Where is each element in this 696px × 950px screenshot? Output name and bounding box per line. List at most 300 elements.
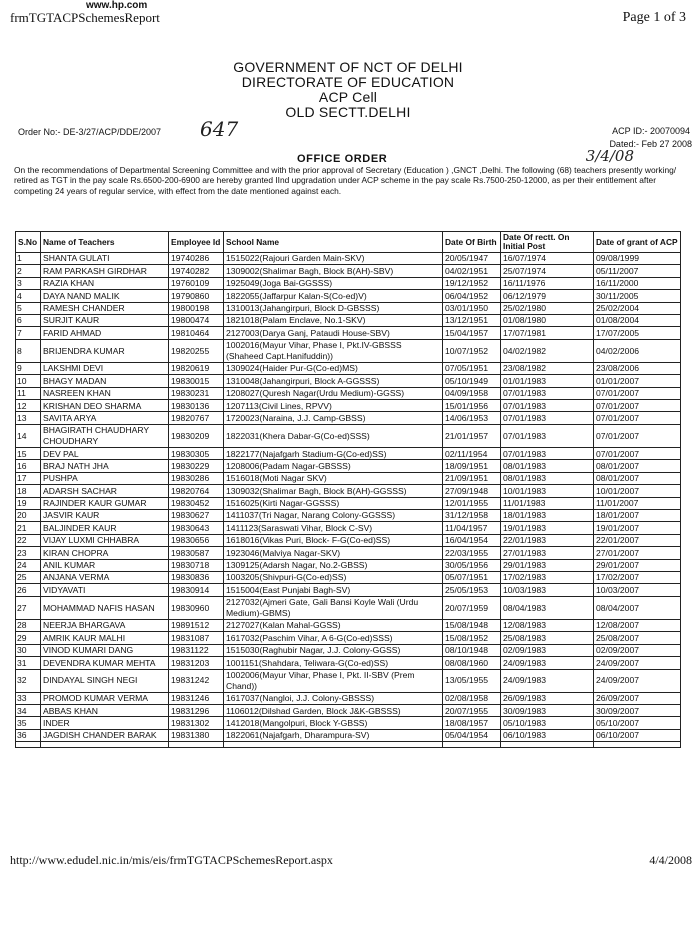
cell-employee-id: 19830960 <box>169 596 224 619</box>
cell-name: VIJAY LUXMI CHHABRA <box>41 534 169 546</box>
column-header: Date of grant of ACP <box>594 232 681 253</box>
cell-dob: 25/05/1953 <box>443 584 501 596</box>
column-header: School Name <box>224 232 443 253</box>
cell-dob: 04/02/1951 <box>443 265 501 277</box>
cell-name: NASREEN KHAN <box>41 387 169 399</box>
cell-recruitment-date: 24/09/1983 <box>501 657 594 669</box>
cell-recruitment-date: 27/01/1983 <box>501 547 594 559</box>
cell-school: 1822177(Najafgarh Stadium-G(Co-ed)SS) <box>224 448 443 460</box>
cell-employee-id: 19740282 <box>169 265 224 277</box>
cell-name: SHANTA GULATI <box>41 253 169 265</box>
cell-acp-date: 30/09/2007 <box>594 705 681 717</box>
cell-name: RAJINDER KAUR GUMAR <box>41 497 169 509</box>
cell-name: ANIL KUMAR <box>41 559 169 571</box>
cell-school: 1208006(Padam Nagar-GBSSS) <box>224 460 443 472</box>
cell-recruitment-date: 25/07/1974 <box>501 265 594 277</box>
cell-employee-id: 19830718 <box>169 559 224 571</box>
cell-sno: 5 <box>16 302 41 314</box>
cell-sno: 19 <box>16 497 41 509</box>
cell-dob: 15/01/1956 <box>443 400 501 412</box>
report-name: frmTGTACPSchemesReport <box>10 10 160 25</box>
cell-school: 1516018(Moti Nagar SKV) <box>224 472 443 484</box>
table-row <box>16 619 681 631</box>
cell-sno: 25 <box>16 571 41 583</box>
cell-name: VINOD KUMARI DANG <box>41 644 169 656</box>
acp-id: ACP ID:- 20070094 <box>612 126 690 136</box>
cell-school: 1822031(Khera Dabar-G(Co-ed)SSS) <box>224 424 443 447</box>
cell-sno: 8 <box>16 339 41 362</box>
cell-recruitment-date: 06/12/1979 <box>501 290 594 302</box>
cell-dob: 13/05/1955 <box>443 669 501 692</box>
cell-acp-date: 05/10/2007 <box>594 717 681 729</box>
cell-employee-id: 19800198 <box>169 302 224 314</box>
cell-name: NEERJA BHARGAVA <box>41 619 169 631</box>
table-row <box>16 547 681 559</box>
cell-employee-id: 19810464 <box>169 327 224 339</box>
cell-acp-date: 25/08/2007 <box>594 632 681 644</box>
heading-directorate: DIRECTORATE OF EDUCATION <box>241 74 455 90</box>
table-row <box>16 632 681 644</box>
cell-sno: 16 <box>16 460 41 472</box>
cell-sno: 29 <box>16 632 41 644</box>
cell-acp-date: 02/09/2007 <box>594 644 681 656</box>
office-order-title: OFFICE ORDER <box>297 153 388 165</box>
cell-employee-id: 19830627 <box>169 510 224 522</box>
cell-acp-date: 19/01/2007 <box>594 522 681 534</box>
cell-dob: 02/11/1954 <box>443 448 501 460</box>
cell-name: JASVIR KAUR <box>41 510 169 522</box>
cell-acp-date: 17/02/2007 <box>594 571 681 583</box>
cell-acp-date: 26/09/2007 <box>594 692 681 704</box>
cell-name: PROMOD KUMAR VERMA <box>41 692 169 704</box>
cell-dob: 21/01/1957 <box>443 424 501 447</box>
cell-name: BHAGIRATH CHAUDHARY CHOUDHARY <box>41 424 169 447</box>
cell-sno: 24 <box>16 559 41 571</box>
cell-employee-id: 19830914 <box>169 584 224 596</box>
column-header: Name of Teachers <box>41 232 169 253</box>
cell-recruitment-date: 08/01/1983 <box>501 460 594 472</box>
cell-dob: 31/12/1958 <box>443 510 501 522</box>
cell-school: 1310013(Jahangirpuri, Block D-GBSSS) <box>224 302 443 314</box>
cell-acp-date: 24/09/2007 <box>594 657 681 669</box>
cell-employee-id: 19831203 <box>169 657 224 669</box>
cell-acp-date: 07/01/2007 <box>594 424 681 447</box>
cell-school: 1002006(Mayur Vihar, Phase I, Pkt. II-SBV (Prem Chand)) <box>224 669 443 692</box>
cell-dob: 05/10/1949 <box>443 375 501 387</box>
cell-sno: 32 <box>16 669 41 692</box>
cell-employee-id: 19830209 <box>169 424 224 447</box>
empty-cell <box>594 742 681 748</box>
heading-address: OLD SECTT.DELHI <box>285 104 411 120</box>
column-header: Employee Id <box>169 232 224 253</box>
intro-paragraph: On the recommendations of Departmental Screening Committee and with the prior approval of Secretary (Education ) ,GNCT ,Delhi. The following (68) teachers presently working/ retired as TGT in the pay scale Rs.6500-200-6900 are hereby granted IInd upgradation under ACP scheme in the pay scale Rs.7500-250-12000, as per their entitlement after competing 24 years of regular service, with effect from the date mentioned against each. <box>14 165 677 196</box>
cell-sno: 22 <box>16 534 41 546</box>
cell-sno: 4 <box>16 290 41 302</box>
cell-dob: 15/08/1948 <box>443 619 501 631</box>
cell-recruitment-date: 01/08/1980 <box>501 314 594 326</box>
cell-dob: 04/09/1958 <box>443 387 501 399</box>
table-body <box>16 253 681 748</box>
cell-school: 1411123(Saraswati Vihar, Block C-SV) <box>224 522 443 534</box>
cell-school: 1618016(Vikas Puri, Block- F-G(Co-ed)SS) <box>224 534 443 546</box>
page-number: Page 1 of 3 <box>622 10 686 25</box>
cell-acp-date: 17/07/2005 <box>594 327 681 339</box>
cell-employee-id: 19830229 <box>169 460 224 472</box>
cell-dob: 08/08/1960 <box>443 657 501 669</box>
cell-employee-id: 19830656 <box>169 534 224 546</box>
cell-school: 1821018(Palam Enclave, No.1-SKV) <box>224 314 443 326</box>
cell-school: 1309002(Shalimar Bagh, Block B(AH)-SBV) <box>224 265 443 277</box>
cell-school: 1310048(Jahangirpuri, Block A-GGSSS) <box>224 375 443 387</box>
order-number: Order No:- DE-3/27/ACP/DDE/2007 <box>18 127 162 137</box>
column-header: Date Of Birth <box>443 232 501 253</box>
cell-name: ANJANA VERMA <box>41 571 169 583</box>
cell-dob: 15/08/1952 <box>443 632 501 644</box>
table-row <box>16 596 681 619</box>
cell-dob: 05/07/1951 <box>443 571 501 583</box>
cell-employee-id: 19790860 <box>169 290 224 302</box>
cell-sno: 2 <box>16 265 41 277</box>
cell-sno: 12 <box>16 400 41 412</box>
cell-name: RAMESH CHANDER <box>41 302 169 314</box>
cell-recruitment-date: 26/09/1983 <box>501 692 594 704</box>
cell-recruitment-date: 30/09/1983 <box>501 705 594 717</box>
cell-dob: 06/04/1952 <box>443 290 501 302</box>
table-row <box>16 692 681 704</box>
cell-employee-id: 19831087 <box>169 632 224 644</box>
heading-cell: ACP Cell <box>318 89 378 105</box>
footer-date: 4/4/2008 <box>649 853 692 867</box>
cell-name: SURJIT KAUR <box>41 314 169 326</box>
cell-name: LAKSHMI DEVI <box>41 362 169 374</box>
cell-recruitment-date: 07/01/1983 <box>501 387 594 399</box>
table-row <box>16 669 681 692</box>
cell-acp-date: 08/01/2007 <box>594 472 681 484</box>
table-row <box>16 362 681 374</box>
cell-acp-date: 08/04/2007 <box>594 596 681 619</box>
table-row <box>16 510 681 522</box>
cell-name: JAGDISH CHANDER BARAK <box>41 729 169 741</box>
cell-name: ADARSH SACHAR <box>41 485 169 497</box>
cell-sno: 30 <box>16 644 41 656</box>
table-row <box>16 472 681 484</box>
table-row <box>16 657 681 669</box>
cell-employee-id: 19800474 <box>169 314 224 326</box>
handwritten-date: 3/4/08 <box>585 147 634 165</box>
cell-school: 1822061(Najafgarh, Dharampura-SV) <box>224 729 443 741</box>
cell-school: 1925049(Joga Bai-GGSSS) <box>224 277 443 289</box>
cell-sno: 23 <box>16 547 41 559</box>
cell-dob: 12/01/1955 <box>443 497 501 509</box>
cell-acp-date: 10/03/2007 <box>594 584 681 596</box>
cell-school: 2127027(Kalan Mahal-GGSS) <box>224 619 443 631</box>
cell-recruitment-date: 07/01/1983 <box>501 448 594 460</box>
cell-dob: 02/08/1958 <box>443 692 501 704</box>
cell-school: 1412018(Mangolpuri, Block Y-GBSS) <box>224 717 443 729</box>
cell-sno: 18 <box>16 485 41 497</box>
cell-recruitment-date: 25/08/1983 <box>501 632 594 644</box>
cell-sno: 1 <box>16 253 41 265</box>
cell-dob: 18/08/1957 <box>443 717 501 729</box>
cell-acp-date: 30/11/2005 <box>594 290 681 302</box>
cell-acp-date: 23/08/2006 <box>594 362 681 374</box>
cell-sno: 31 <box>16 657 41 669</box>
table-row <box>16 253 681 265</box>
cell-dob: 20/07/1955 <box>443 705 501 717</box>
cell-employee-id: 19831296 <box>169 705 224 717</box>
cell-school: 1617032(Paschim Vihar, A 6-G(Co-ed)SSS) <box>224 632 443 644</box>
cell-school: 1309125(Adarsh Nagar, No.2-GBSS) <box>224 559 443 571</box>
cell-employee-id: 19830136 <box>169 400 224 412</box>
cell-name: SAVITA ARYA <box>41 412 169 424</box>
cell-acp-date: 18/01/2007 <box>594 510 681 522</box>
cell-employee-id: 19831246 <box>169 692 224 704</box>
table-row <box>16 424 681 447</box>
cell-school: 1207113(Civil Lines, RPVV) <box>224 400 443 412</box>
cell-employee-id: 19830452 <box>169 497 224 509</box>
cell-dob: 19/12/1952 <box>443 277 501 289</box>
table-row <box>16 571 681 583</box>
cell-employee-id: 19830643 <box>169 522 224 534</box>
cell-dob: 08/10/1948 <box>443 644 501 656</box>
cell-recruitment-date: 10/01/1983 <box>501 485 594 497</box>
cell-dob: 10/07/1952 <box>443 339 501 362</box>
table-row <box>16 559 681 571</box>
cell-employee-id: 19831242 <box>169 669 224 692</box>
empty-cell <box>169 742 224 748</box>
table-row <box>16 277 681 289</box>
cell-school: 1003205(Shivpuri-G(Co-ed)SS) <box>224 571 443 583</box>
cell-sno: 9 <box>16 362 41 374</box>
cell-name: AMRIK KAUR MALHI <box>41 632 169 644</box>
cell-dob: 07/05/1951 <box>443 362 501 374</box>
cell-school: 1208027(Quresh Nagar(Urdu Medium)-GGSS) <box>224 387 443 399</box>
cell-recruitment-date: 06/10/1983 <box>501 729 594 741</box>
cell-acp-date: 08/01/2007 <box>594 460 681 472</box>
cell-school: 1411037(Tri Nagar, Narang Colony-GGSSS) <box>224 510 443 522</box>
cell-recruitment-date: 10/03/1983 <box>501 584 594 596</box>
cell-sno: 6 <box>16 314 41 326</box>
cell-name: DEV PAL <box>41 448 169 460</box>
cell-recruitment-date: 19/01/1983 <box>501 522 594 534</box>
cell-recruitment-date: 25/02/1980 <box>501 302 594 314</box>
cell-employee-id: 19820255 <box>169 339 224 362</box>
empty-cell <box>501 742 594 748</box>
cell-sno: 17 <box>16 472 41 484</box>
cell-school: 1516025(Kirti Nagar-GGSSS) <box>224 497 443 509</box>
cell-sno: 7 <box>16 327 41 339</box>
table-header-row <box>16 232 681 253</box>
cell-name: VIDYAVATI <box>41 584 169 596</box>
cell-dob: 21/09/1951 <box>443 472 501 484</box>
cell-acp-date: 07/01/2007 <box>594 387 681 399</box>
table-row <box>16 534 681 546</box>
cell-name: ABBAS KHAN <box>41 705 169 717</box>
cell-recruitment-date: 29/01/1983 <box>501 559 594 571</box>
column-header: S.No <box>16 232 41 253</box>
cell-sno: 28 <box>16 619 41 631</box>
cell-dob: 13/12/1951 <box>443 314 501 326</box>
cell-dob: 20/05/1947 <box>443 253 501 265</box>
cell-recruitment-date: 22/01/1983 <box>501 534 594 546</box>
cell-employee-id: 19830587 <box>169 547 224 559</box>
cell-sno: 11 <box>16 387 41 399</box>
table-row <box>16 412 681 424</box>
cell-dob: 30/05/1956 <box>443 559 501 571</box>
cell-sno: 21 <box>16 522 41 534</box>
document-heading <box>0 60 696 120</box>
cell-employee-id: 19830015 <box>169 375 224 387</box>
table-row-continuation <box>16 742 681 748</box>
cell-sno: 3 <box>16 277 41 289</box>
cell-employee-id: 19820764 <box>169 485 224 497</box>
cell-school: 1923046(Malviya Nagar-SKV) <box>224 547 443 559</box>
cell-employee-id: 19830836 <box>169 571 224 583</box>
cell-dob: 11/04/1957 <box>443 522 501 534</box>
cell-name: BRAJ NATH JHA <box>41 460 169 472</box>
cell-school: 1515004(East Punjabi Bagh-SV) <box>224 584 443 596</box>
cell-sno: 15 <box>16 448 41 460</box>
table-row <box>16 485 681 497</box>
source-url: www.hp.com <box>86 0 148 11</box>
cell-recruitment-date: 07/01/1983 <box>501 424 594 447</box>
table-row <box>16 290 681 302</box>
table-row <box>16 302 681 314</box>
cell-recruitment-date: 08/01/1983 <box>501 472 594 484</box>
cell-name: MOHAMMAD NAFIS HASAN <box>41 596 169 619</box>
cell-school: 2127003(Darya Ganj, Pataudi House-SBV) <box>224 327 443 339</box>
cell-school: 1309032(Shalimar Bagh, Block B(AH)-GGSSS) <box>224 485 443 497</box>
table-row <box>16 497 681 509</box>
cell-recruitment-date: 11/01/1983 <box>501 497 594 509</box>
cell-name: DINDAYAL SINGH NEGI <box>41 669 169 692</box>
cell-name: DAYA NAND MALIK <box>41 290 169 302</box>
cell-acp-date: 01/01/2007 <box>594 375 681 387</box>
cell-acp-date: 07/01/2007 <box>594 400 681 412</box>
cell-recruitment-date: 16/07/1974 <box>501 253 594 265</box>
cell-employee-id: 19760109 <box>169 277 224 289</box>
cell-acp-date: 11/01/2007 <box>594 497 681 509</box>
heading-government: GOVERNMENT OF NCT OF DELHI <box>233 59 463 75</box>
cell-school: 1822055(Jaffarpur Kalan-S(Co-ed)V) <box>224 290 443 302</box>
footer-url: http://www.edudel.nic.in/mis/eis/frmTGTACPSchemesReport.aspx <box>10 853 333 867</box>
cell-school: 1309024(Haider Pur-G(Co-ed)MS) <box>224 362 443 374</box>
cell-employee-id: 19740286 <box>169 253 224 265</box>
cell-name: BHAGY MADAN <box>41 375 169 387</box>
table-row <box>16 265 681 277</box>
cell-dob: 27/09/1948 <box>443 485 501 497</box>
cell-employee-id: 19831380 <box>169 729 224 741</box>
cell-acp-date: 22/01/2007 <box>594 534 681 546</box>
cell-acp-date: 06/10/2007 <box>594 729 681 741</box>
dated: Dated:- Feb 27 2008 <box>609 139 692 149</box>
cell-employee-id: 19831122 <box>169 644 224 656</box>
empty-cell <box>16 742 41 748</box>
cell-name: BALJINDER KAUR <box>41 522 169 534</box>
cell-recruitment-date: 12/08/1983 <box>501 619 594 631</box>
cell-employee-id: 19891512 <box>169 619 224 631</box>
empty-cell <box>41 742 169 748</box>
table-row <box>16 339 681 362</box>
table-row <box>16 400 681 412</box>
cell-recruitment-date: 04/02/1982 <box>501 339 594 362</box>
cell-school: 1002016(Mayur Vihar, Phase I, Pkt.IV-GBSSS (Shaheed Capt.Hanifuddin)) <box>224 339 443 362</box>
cell-dob: 05/04/1954 <box>443 729 501 741</box>
cell-sno: 35 <box>16 717 41 729</box>
cell-acp-date: 05/11/2007 <box>594 265 681 277</box>
cell-employee-id: 19830286 <box>169 472 224 484</box>
column-header: Date Of rectt. On Initial Post <box>501 232 594 253</box>
cell-recruitment-date: 17/02/1983 <box>501 571 594 583</box>
cell-sno: 10 <box>16 375 41 387</box>
table-row <box>16 644 681 656</box>
cell-dob: 15/04/1957 <box>443 327 501 339</box>
cell-acp-date: 10/01/2007 <box>594 485 681 497</box>
cell-sno: 33 <box>16 692 41 704</box>
cell-employee-id: 19820619 <box>169 362 224 374</box>
cell-recruitment-date: 07/01/1983 <box>501 412 594 424</box>
cell-name: PUSHPA <box>41 472 169 484</box>
cell-acp-date: 07/01/2007 <box>594 448 681 460</box>
cell-recruitment-date: 16/11/1976 <box>501 277 594 289</box>
cell-sno: 26 <box>16 584 41 596</box>
teachers-table <box>15 231 681 748</box>
cell-recruitment-date: 07/01/1983 <box>501 400 594 412</box>
cell-sno: 13 <box>16 412 41 424</box>
cell-recruitment-date: 24/09/1983 <box>501 669 594 692</box>
cell-employee-id: 19830231 <box>169 387 224 399</box>
cell-dob: 18/09/1951 <box>443 460 501 472</box>
cell-school: 1106012(Dilshad Garden, Block J&K-GBSSS) <box>224 705 443 717</box>
empty-cell <box>224 742 443 748</box>
handwritten-order-number: 647 <box>200 117 239 141</box>
cell-acp-date: 09/08/1999 <box>594 253 681 265</box>
cell-acp-date: 16/11/2000 <box>594 277 681 289</box>
table-row <box>16 314 681 326</box>
cell-recruitment-date: 05/10/1983 <box>501 717 594 729</box>
cell-school: 1515022(Rajouri Garden Main-SKV) <box>224 253 443 265</box>
cell-sno: 14 <box>16 424 41 447</box>
cell-acp-date: 24/09/2007 <box>594 669 681 692</box>
cell-sno: 36 <box>16 729 41 741</box>
cell-recruitment-date: 23/08/1982 <box>501 362 594 374</box>
cell-sno: 20 <box>16 510 41 522</box>
cell-school: 1617037(Nangloi, J.J. Colony-GBSSS) <box>224 692 443 704</box>
cell-sno: 27 <box>16 596 41 619</box>
cell-acp-date: 07/01/2007 <box>594 412 681 424</box>
cell-acp-date: 12/08/2007 <box>594 619 681 631</box>
cell-recruitment-date: 08/04/1983 <box>501 596 594 619</box>
cell-name: FARID AHMAD <box>41 327 169 339</box>
cell-dob: 16/04/1954 <box>443 534 501 546</box>
table-row <box>16 522 681 534</box>
table-row <box>16 375 681 387</box>
cell-recruitment-date: 18/01/1983 <box>501 510 594 522</box>
cell-dob: 22/03/1955 <box>443 547 501 559</box>
cell-recruitment-date: 02/09/1983 <box>501 644 594 656</box>
cell-dob: 03/01/1950 <box>443 302 501 314</box>
cell-employee-id: 19820767 <box>169 412 224 424</box>
cell-acp-date: 27/01/2007 <box>594 547 681 559</box>
cell-name: KIRAN CHOPRA <box>41 547 169 559</box>
cell-acp-date: 29/01/2007 <box>594 559 681 571</box>
table-row <box>16 717 681 729</box>
cell-recruitment-date: 17/07/1981 <box>501 327 594 339</box>
table-row <box>16 584 681 596</box>
cell-school: 1001151(Shahdara, Teliwara-G(Co-ed)SS) <box>224 657 443 669</box>
cell-name: RAZIA KHAN <box>41 277 169 289</box>
cell-acp-date: 01/08/2004 <box>594 314 681 326</box>
